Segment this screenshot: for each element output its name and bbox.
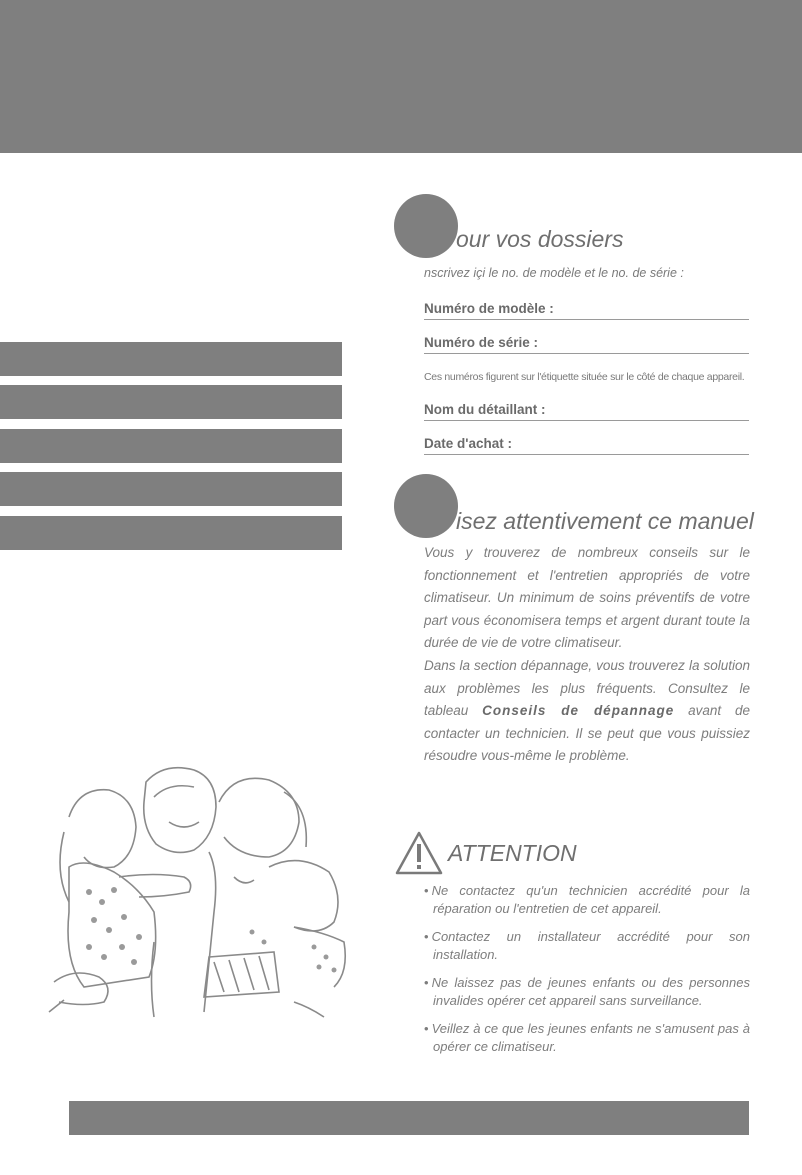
para2-text-start: Dans la section dépannage, vous trouverez la solution aux problèmes les plus fréquents. Consultez le tableau [424, 658, 750, 718]
records-intro: nscrivez içi le no. de modèle et le no. de série : [424, 266, 684, 280]
read-manual-paragraph-1: Vous y trouverez de nombreux conseils sur le fonctionnement et l'entretien appropriés de votre climatiseur. Un minimum de soins préventifs de votre part vous économisera temps et argent durant toute la durée de vie de votre climatiseur. [424, 545, 750, 650]
family-illustration [44, 762, 354, 1027]
read-manual-heading: isez attentivement ce manuel [456, 508, 754, 534]
decorative-bar-5 [0, 516, 342, 550]
bottom-footer-band [69, 1101, 749, 1135]
dropcap-circle-p [394, 194, 458, 258]
attention-item: • Ne laissez pas de jeunes enfants ou des personnes invalides opérer cet appareil sans surveillance. [424, 974, 750, 1010]
model-number-field: Numéro de modèle : [424, 301, 749, 320]
dropcap-circle-l [394, 474, 458, 538]
decorative-bar-1 [0, 342, 342, 376]
records-heading: our vos dossiers [456, 226, 624, 252]
attention-item: • Veillez à ce que les jeunes enfants ne s'amusent pas à opérer ce climatiseur. [424, 1020, 750, 1056]
retailer-name-field: Nom du détaillant : [424, 402, 749, 421]
label-location-note: Ces numéros figurent sur l'étiquette située sur le côté de chaque appareil. [424, 371, 745, 383]
top-header-band [0, 0, 802, 153]
para2-text-end: avant de contacter un technicien. Il se peut que vous puissiez résoudre vous-même le problème. [424, 703, 750, 763]
attention-title: ATTENTION [448, 840, 577, 866]
decorative-bar-4 [0, 472, 342, 506]
decorative-bar-2 [0, 385, 342, 419]
attention-list [424, 882, 750, 1066]
purchase-date-field: Date d'achat : [424, 436, 749, 455]
decorative-bar-3 [0, 429, 342, 463]
warning-triangle-icon [394, 830, 444, 876]
attention-item: • Ne contactez qu'un technicien accrédité pour la réparation ou l'entretien de cet appareil. [424, 882, 750, 918]
serial-number-field: Numéro de série : [424, 335, 749, 354]
attention-item: • Contactez un installateur accrédité pour son installation. [424, 928, 750, 964]
read-manual-paragraph-2 [424, 655, 750, 768]
troubleshooting-tips-reference: Conseils de dépannage [482, 703, 675, 718]
